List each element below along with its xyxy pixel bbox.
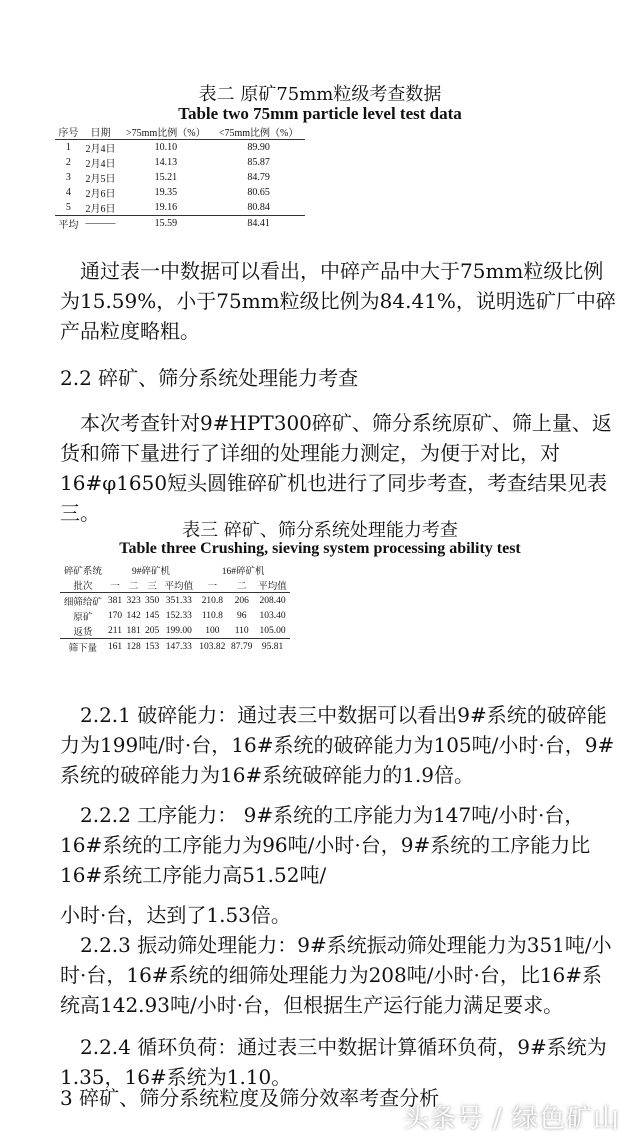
table3-header: 碎矿系统: [63, 566, 102, 577]
cell: 80.65: [247, 187, 270, 198]
table-row: [60, 593, 290, 609]
cell: 210.8: [201, 595, 224, 606]
section-heading-2-2: 2.2 碎矿、筛分系统处理能力考查: [60, 366, 359, 390]
cell: 170: [107, 610, 123, 621]
table-row: [60, 608, 290, 623]
cell: 19.16: [154, 202, 178, 213]
cell: 206: [234, 595, 249, 606]
table2: [55, 124, 305, 231]
table2-title-cn: 表二 原矿75mm粒级考查数据: [198, 84, 442, 105]
cell: 15.21: [154, 172, 178, 183]
cell: ———: [85, 218, 116, 229]
paragraph-1: 通过表一中数据可以看出，中碎产品中大于75mm粒级比例为15.59%，小于75mm粒级比例为84.41%，说明选矿厂中碎产品粒度略粗。: [60, 259, 616, 343]
cell: 100: [205, 625, 220, 636]
cell: 153: [145, 641, 160, 652]
table2-header: >75mm比例（%）: [126, 128, 206, 139]
table3-header: 一: [110, 581, 120, 592]
table2-header: <75mm比例（%）: [218, 128, 299, 139]
cell: 96: [236, 610, 247, 621]
cell: 80.84: [247, 202, 270, 213]
cell: 14.13: [154, 157, 178, 168]
table3-header: 二: [236, 581, 247, 592]
cell: 2月6日: [85, 189, 116, 200]
cell: 19.35: [154, 187, 178, 198]
cell: 3: [65, 172, 71, 183]
cell: 110.8: [201, 610, 223, 621]
paragraph-2-2-1: 2.2.1 破碎能力：通过表三中数据可以看出9#系统的破碎能力为199吨/时·台，16#系统的破碎能力为105吨/小时·台，9#系统的破碎能力为16#系统破碎能力的1.9倍。: [60, 703, 615, 787]
cell: 原矿: [73, 612, 93, 623]
paragraph-2-2-2-cont: 小时·台，达到了1.53倍。: [60, 903, 291, 927]
cell: 85.87: [247, 157, 270, 168]
table-row: [55, 155, 305, 170]
cell: 145: [145, 610, 160, 621]
cell: 142: [126, 610, 141, 621]
table-row: [55, 185, 305, 200]
cell: 199.00: [165, 625, 192, 636]
cell: 2月5日: [85, 174, 116, 185]
cell: 平均: [58, 220, 79, 231]
watermark: 头条号 / 绿色矿山: [402, 1104, 620, 1134]
paragraph-2-2-2: 2.2.2 工序能力： 9#系统的工序能力为147吨/小时·台，16#系统的工序能力为96吨/小时·台，9#系统的工序能力比16#系统工序能力高51.52吨/: [60, 803, 591, 887]
cell: 152.33: [165, 610, 192, 621]
table3-title-cn: 表三 碎矿、筛分系统处理能力考查: [182, 520, 458, 541]
table3-title-en: Table three Crushing, sieving system processing ability test: [119, 540, 521, 557]
table3-header: 三: [147, 581, 157, 592]
table3-header: 平均值: [258, 581, 287, 592]
cell: 84.79: [247, 172, 270, 183]
cell: 105.00: [259, 625, 286, 636]
cell: 181: [126, 625, 141, 636]
table-row: [55, 200, 305, 216]
table-row: [55, 140, 305, 156]
cell: 细筛给矿: [63, 597, 102, 608]
table-row: [60, 639, 290, 655]
section-heading-3: 3 碎矿、筛分系统粒度及筛分效率考查分析: [60, 1086, 440, 1110]
cell: 351.33: [165, 595, 192, 606]
cell: 103.82: [199, 641, 226, 652]
cell: 2月4日: [85, 159, 116, 170]
cell: 4: [65, 187, 71, 198]
cell: 2: [65, 157, 71, 168]
cell: 323: [126, 595, 141, 606]
table3-header: 平均值: [164, 581, 194, 592]
table2-title-en: Table two 75mm particle level test data: [178, 104, 462, 123]
cell: 110: [234, 625, 249, 636]
table3-header: 二: [128, 581, 139, 592]
cell: 350: [145, 595, 160, 606]
table2-header: 序号: [58, 128, 79, 139]
table3-header: 9#碎矿机: [131, 566, 170, 577]
cell: 128: [126, 641, 141, 652]
cell: 15.59: [154, 218, 178, 229]
cell: 89.90: [247, 142, 270, 153]
table3-header: 16#碎矿机: [221, 566, 265, 577]
table3-header: 一: [207, 581, 218, 592]
cell: 87.79: [231, 641, 253, 652]
cell: 103.40: [259, 610, 286, 621]
cell: 161: [107, 641, 123, 652]
cell: 2月6日: [85, 204, 116, 215]
table3: [60, 562, 290, 654]
cell: 2月4日: [85, 144, 116, 155]
cell: 84.41: [247, 218, 270, 229]
cell: 返货: [73, 627, 93, 638]
cell: 211: [108, 625, 122, 636]
cell: 5: [65, 202, 71, 213]
cell: 10.10: [154, 142, 178, 153]
paragraph-2-2-3: 2.2.3 振动筛处理能力：9#系统振动筛处理能力为351吨/小时·台，16#系统的细筛处理能力为208吨/小时·台，比16#系统高142.93吨/小时·台，但根据生产运行能力满足要求。: [60, 933, 612, 1017]
cell: 205: [145, 625, 160, 636]
table-row: [60, 623, 290, 639]
table3-header: 批次: [73, 581, 93, 592]
cell: 筛下量: [68, 643, 98, 654]
paragraph-2: 本次考查针对9#HPT300碎矿、筛分系统原矿、筛上量、返货和筛下量进行了详细的处理能力测定，为便于对比，对16#φ1650短头圆锥碎矿机也进行了同步考查，考查结果见表三。: [60, 411, 612, 525]
cell: 147.33: [165, 641, 192, 652]
table-row-average: [55, 216, 305, 232]
table-row: [55, 170, 305, 185]
cell: 208.40: [259, 595, 286, 606]
cell: 381: [107, 595, 123, 606]
table2-header: 日期: [90, 128, 111, 139]
cell: 1: [65, 142, 71, 153]
cell: 95.81: [261, 641, 284, 652]
paragraph-2-2-4: 2.2.4 循环负荷：通过表三中数据计算循环负荷，9#系统为1.35，16#系统为1.10。: [60, 1035, 607, 1089]
